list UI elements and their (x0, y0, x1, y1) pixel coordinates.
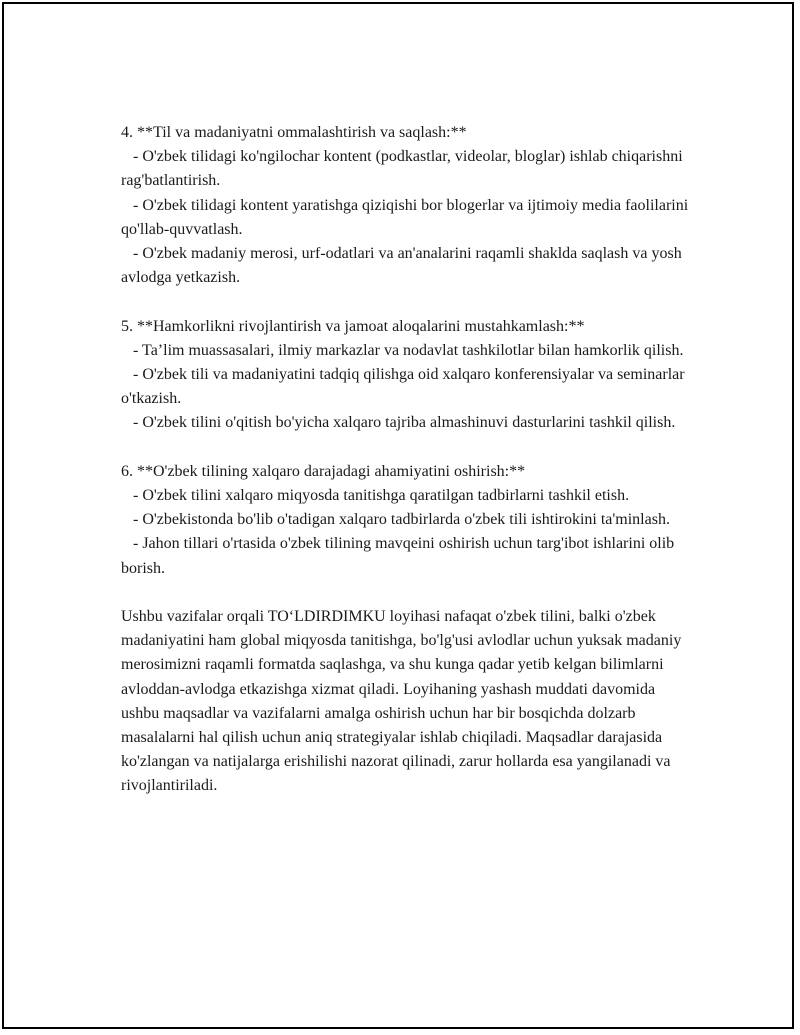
bullet-item: - O'zbekistonda bo'lib o'tadigan xalqaro tadbirlarda o'zbek tili ishtirokini ta'minlash. (133, 511, 670, 529)
bullet-item: - O'zbek tili va madaniyatini tadqiq qilishga oid xalqaro konferensiyalar va seminarlar o'tkazish. (121, 366, 685, 408)
bullet-item: - O'zbek tilidagi ko'ngilochar kontent (podkastlar, videolar, bloglar) ishlab chiqarishni rag'batlantirish. (121, 148, 683, 190)
document-body (121, 121, 696, 799)
summary-paragraph: Ushbu vazifalar orqali TO‘LDIRDIMKU loyihasi nafaqat o'zbek tilini, balki o'zbek madaniyatini ham global miqyosda tanitishga, bo'lg'usi avlodlar uchun yuksak madaniy merosimizni raqamli formatda saqlashga, va shu kunga qadar yetib kelgan bilimlarni avloddan-avlodga etkazishga xizmat qiladi. Loyihaning yashash muddati davomida ushbu maqsadlar va vazifalarni amalga oshirish uchun har bir bosqichda dolzarb masalalarni hal qilish uchun aniq strategiyalar ishlab chiqiladi. Maqsadlar darajasida ko'zlangan va natijalarga erishilishi nazorat qilinadi, zarur hollarda esa yangilanadi va rivojlantiriladi. (121, 608, 682, 795)
section-language-culture (121, 121, 696, 290)
section-international (121, 460, 696, 581)
bullet-item: - O'zbek tilini o'qitish bo'yicha xalqaro tajriba almashinuvi dasturlarini tashkil qilish. (133, 414, 676, 432)
bullet-item: - Ta’lim muassasalari, ilmiy markazlar va nodavlat tashkilotlar bilan hamkorlik qilish. (133, 341, 684, 359)
section-heading: 6. **O'zbek tilining xalqaro darajadagi ahamiyatini oshirish:** (121, 462, 526, 480)
page-frame (2, 2, 794, 1029)
section-heading: 5. **Hamkorlikni rivojlantirish va jamoat aloqalarini mustahkamlash:** (121, 317, 585, 335)
section-heading: 4. **Til va madaniyatni ommalashtirish va saqlash:** (121, 124, 467, 141)
section-cooperation (121, 315, 696, 436)
bullet-item: - O'zbek tilidagi kontent yaratishga qiziqishi bor blogerlar va ijtimoiy media faolilarini qo'llab-quvvatlash. (121, 196, 689, 238)
bullet-item: - O'zbek tilini xalqaro miqyosda tanitishga qaratilgan tadbirlarni tashkil etish. (133, 487, 630, 505)
bullet-item: - Jahon tillari o'rtasida o'zbek tilining mavqeini oshirish uchun targ'ibot ishlarini olib borish. (121, 535, 675, 577)
bullet-item: - O'zbek madaniy merosi, urf-odatlari va an'analarini raqamli shaklda saqlash va yosh avlodga yetkazish. (121, 245, 682, 287)
